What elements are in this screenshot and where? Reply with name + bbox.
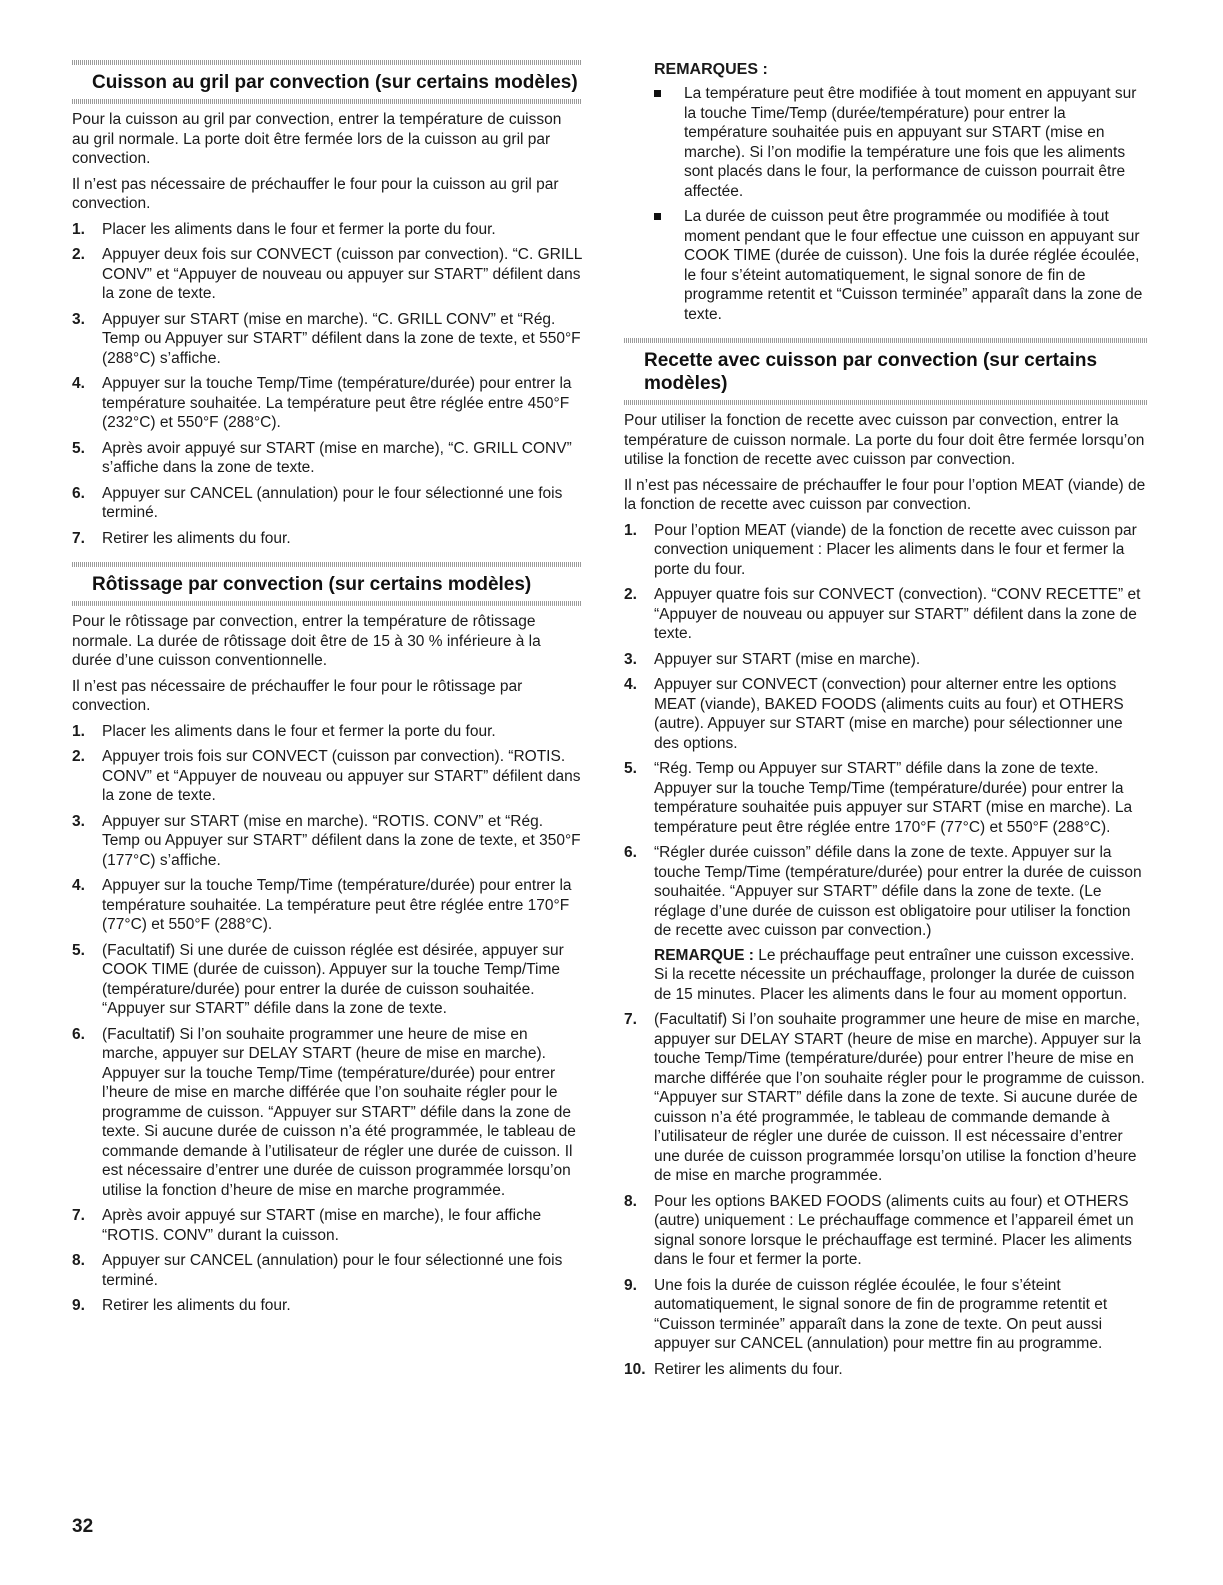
step-text: Placer les aliments dans le four et fermer la porte du four. [102, 722, 496, 740]
section-heading: Rôtissage par convection (sur certains modèles) [92, 574, 532, 595]
step-number: 2. [624, 586, 637, 603]
step-number: 6. [624, 844, 637, 861]
step-item [624, 1360, 1148, 1380]
section-rule-bottom [72, 601, 582, 606]
step-text: Après avoir appuyé sur START (mise en marche), le four affiche “ROTIS. CONV” durant la cuisson. [102, 1207, 542, 1244]
step-text: Appuyer trois fois sur CONVECT (cuisson par convection). “ROTIS. CONV” et “Appuyer de nouveau ou appuyer sur START” défilent dans la zone de texte. [102, 748, 581, 804]
step-text: Appuyer sur START (mise en marche). [654, 650, 921, 668]
step-text: Appuyer sur START (mise en marche). “ROTIS. CONV” et “Rég. Temp ou Appuyer sur START” défilent dans la zone de texte, et 350°F (177°C) s’affiche. [102, 812, 581, 869]
remarques-list [624, 84, 1148, 324]
section-cuisson-gril [72, 60, 582, 548]
note-label: REMARQUE : [654, 946, 754, 964]
paragraph: Pour utiliser la fonction de recette avec cuisson par convection, entrer la température de cuisson normale. La porte du four doit être fermée lorsqu’on utilise la fonction de recette avec cuisson par convection. [624, 412, 1145, 468]
note-text: Le préchauffage peut entraîner une cuisson excessive. Si la recette nécessite un préchauffage, prolonger la durée de cuisson de 15 minutes. Placer les aliments dans le four au moment opportun. [654, 946, 1135, 1003]
step-number: 3. [72, 310, 85, 328]
step-text: Appuyer sur CANCEL (annulation) pour le four sélectionné une fois terminé. [102, 484, 563, 521]
step-text: Appuyer sur CANCEL (annulation) pour le four sélectionné une fois terminé. [102, 1252, 563, 1289]
section-heading: Recette avec cuisson par convection (sur certains modèles) [644, 350, 1098, 394]
step-text: “Rég. Temp ou Appuyer sur START” défile dans la zone de texte. Appuyer sur la touche Temp/Time (température/durée) pour entrer la température souhaitée puis appuyer sur START (mise en marche). La température peut être réglée entre 170°F (77°C) et 550°F (288°C). [654, 760, 1133, 836]
step-item [624, 759, 1148, 837]
step-item [72, 245, 582, 304]
step-number: 1. [624, 521, 637, 539]
step-item [72, 374, 582, 433]
step-item [72, 439, 582, 478]
step-number: 7. [624, 1011, 637, 1028]
step-number: 7. [72, 1207, 85, 1224]
step-number: 2. [72, 246, 85, 263]
step-text: Appuyer sur START (mise en marche). “C. GRILL CONV” et “Rég. Temp ou Appuyer sur START” défilent dans la zone de texte, et 550°F (288°C) s’affiche. [102, 310, 581, 367]
step-item [72, 484, 582, 523]
step-number: 5. [72, 941, 85, 959]
step-item [72, 529, 582, 549]
step-item [72, 1025, 582, 1201]
paragraph: Pour le rôtissage par convection, entrer la température de rôtissage normale. La durée de rôtissage doit être de 15 à 30 % inférieure à la durée d’une cuisson conventionnelle. [72, 613, 541, 669]
remarque-text: La température peut être modifiée à tout moment en appuyant sur la touche Time/Temp (durée/température) pour entrer la température souhaitée puis en appuyant sur START (mise en marche). Si l’on modifie la température une fois que les aliments sont placés dans le four, la performance de cuisson pourrait être affectée. [684, 85, 1137, 200]
step-text: Une fois la durée de cuisson réglée écoulée, le four s’éteint automatiquement, le signal sonore de fin de programme retentit et “Cuisson terminée” apparaît dans la zone de texte. On peut aussi appuyer sur CANCEL (annulation) pour mettre fin au programme. [654, 1276, 1108, 1352]
step-text: Appuyer sur la touche Temp/Time (température/durée) pour entrer la température souhaitée. La température peut être réglée entre 170°F (77°C) et 550°F (288°C). [102, 877, 572, 933]
step-text: Appuyer quatre fois sur CONVECT (convection). “CONV RECETTE” et “Appuyer de nouveau ou appuyer sur START” défilent dans la zone de texte. [654, 586, 1141, 642]
step-number: 7. [72, 529, 85, 547]
step-item [72, 220, 582, 240]
step-number: 8. [624, 1192, 637, 1210]
step-number: 10. [624, 1360, 646, 1378]
step-item [624, 1192, 1148, 1270]
step-number: 6. [72, 1025, 85, 1043]
section-rule-bottom [72, 99, 582, 104]
right-column [624, 60, 1148, 1389]
step-number: 4. [72, 375, 85, 392]
step-number: 3. [72, 812, 85, 830]
step-number: 5. [72, 439, 85, 457]
step-item [72, 747, 582, 806]
remarque-item [624, 207, 1148, 324]
step-text: Appuyer sur CONVECT (convection) pour alterner entre les options MEAT (viande), BAKED FOODS (aliments cuits au four) et OTHERS (autre). Appuyer sur START (mise en marche) pour sélectionner une des options. [654, 676, 1124, 752]
step-item [624, 675, 1148, 753]
step-item [72, 1206, 582, 1245]
step-item [72, 310, 582, 369]
step-item [624, 1276, 1148, 1354]
step-text: “Régler durée cuisson” défile dans la zone de texte. Appuyer sur la touche Temp/Time (température/durée) pour entrer la durée de cuisson souhaitée. “Appuyer sur START” défile dans la zone de texte. (Le réglage d’une durée de cuisson est obligatoire pour utiliser la fonction de recette avec cuisson par convection.) [654, 844, 1142, 939]
step-number: 3. [624, 650, 637, 668]
step-text: (Facultatif) Si l’on souhaite programmer une heure de mise en marche, appuyer sur DELAY START (heure de mise en marche). Appuyer sur la touche Temp/Time (température/durée) pour entrer l’heure de mise en marche différée que l’on souhaite régler pour le programme de cuisson. “Appuyer sur START” défile dans la zone de texte. Si aucune durée de cuisson n’a été programmée, le tableau de commande demande à l’utilisateur de régler une durée de cuisson. Il est nécessaire d’entrer une durée de cuisson programmée lorsqu’on utilise la fonction d’heure de mise en marche programmée. [654, 1011, 1145, 1184]
left-column [72, 60, 582, 1326]
step-number: 9. [624, 1276, 637, 1294]
step-number: 5. [624, 760, 637, 777]
step-note [654, 946, 1148, 1005]
square-bullet-icon [654, 213, 661, 220]
section-recette [624, 338, 1148, 1379]
step-number: 1. [72, 220, 85, 238]
step-number: 4. [624, 676, 637, 693]
step-text: Retirer les aliments du four. [654, 1360, 843, 1378]
section-rule-bottom [624, 400, 1148, 405]
steps-list [624, 521, 1148, 1380]
paragraph: Pour la cuisson au gril par convection, entrer la température de cuisson au gril normale. La porte doit être fermée lors de la cuisson au gril par convection. [72, 111, 562, 167]
step-text: Après avoir appuyé sur START (mise en marche), “C. GRILL CONV” s’affiche dans la zone de texte. [102, 439, 572, 476]
step-item [624, 521, 1148, 580]
step-item [72, 876, 582, 935]
steps-list [72, 722, 582, 1316]
step-number: 4. [72, 877, 85, 894]
paragraph: Il n’est pas nécessaire de préchauffer le four pour la cuisson au gril par convection. [72, 175, 559, 212]
step-item [72, 941, 582, 1019]
section-heading: Cuisson au gril par convection (sur certains modèles) [92, 72, 578, 93]
step-item [624, 843, 1148, 1004]
step-text: (Facultatif) Si l’on souhaite programmer une heure de mise en marche, appuyer sur DELAY START (heure de mise en marche). Appuyer sur la touche Temp/Time (température/durée) pour entrer l’heure de mise en marche différée que l’on souhaite régler pour le programme de cuisson. “Appuyer sur START” défile dans la zone de texte. Si aucune durée de cuisson n’a été programmée, le tableau de commande demande à l’utilisateur de régler une durée de cuisson. Il est nécessaire d’entrer une durée de cuisson programmée lorsqu’on utilise la fonction d’heure de mise en marche programmée. [102, 1025, 576, 1199]
steps-list [72, 220, 582, 549]
step-number: 9. [72, 1297, 85, 1314]
section-rotissage [72, 562, 582, 1316]
paragraph: Il n’est pas nécessaire de préchauffer le four pour le rôtissage par convection. [72, 677, 523, 714]
step-text: (Facultatif) Si une durée de cuisson réglée est désirée, appuyer sur COOK TIME (durée de cuisson). Appuyer sur la touche Temp/Time (température/durée) pour entrer la durée de cuisson souhaitée. “Appuyer sur START” défile dans la zone de texte. [102, 941, 564, 1017]
step-text: Retirer les aliments du four. [102, 1297, 291, 1314]
step-number: 1. [72, 722, 85, 740]
step-number: 2. [72, 748, 85, 765]
step-item [72, 1251, 582, 1290]
step-text: Pour les options BAKED FOODS (aliments cuits au four) et OTHERS (autre) uniquement : Le préchauffage commence et l’appareil émet un signal sonore lorsque le préchauffage est terminé. Placer les aliments dans le four et fermer la porte. [654, 1192, 1134, 1268]
square-bullet-icon [654, 90, 661, 97]
page-number: 32 [72, 1516, 94, 1537]
remarque-item [624, 84, 1148, 201]
paragraph: Il n’est pas nécessaire de préchauffer le four pour l’option MEAT (viande) de la fonction de recette avec cuisson par convection. [624, 476, 1146, 513]
step-number: 8. [72, 1252, 85, 1269]
step-item [72, 812, 582, 871]
remarques-title: REMARQUES : [654, 61, 768, 78]
step-item [624, 585, 1148, 644]
step-text: Placer les aliments dans le four et fermer la porte du four. [102, 220, 496, 238]
step-item [72, 1296, 582, 1316]
remarques-block [624, 60, 1148, 324]
step-text: Appuyer sur la touche Temp/Time (température/durée) pour entrer la température souhaitée. La température peut être réglée entre 450°F (232°C) et 550°F (288°C). [102, 375, 572, 431]
step-item [624, 1010, 1148, 1186]
remarque-text: La durée de cuisson peut être programmée ou modifiée à tout moment pendant que le four effectue une cuisson en appuyant sur COOK TIME (durée de cuisson). Une fois la durée réglée écoulée, le four s’éteint automatiquement, le signal sonore de fin de programme retentit et “Cuisson terminée” apparaît dans la zone de texte. [684, 208, 1143, 323]
step-text: Retirer les aliments du four. [102, 529, 291, 547]
step-number: 6. [72, 484, 85, 502]
step-text: Pour l’option MEAT (viande) de la fonction de recette avec cuisson par convection uniquement : Placer les aliments dans le four et fermer la porte du four. [654, 521, 1137, 578]
step-item [72, 722, 582, 742]
step-text: Appuyer deux fois sur CONVECT (cuisson par convection). “C. GRILL CONV” et “Appuyer de nouveau ou appuyer sur START” défilent dans la zone de texte. [102, 246, 582, 302]
step-item [624, 650, 1148, 670]
